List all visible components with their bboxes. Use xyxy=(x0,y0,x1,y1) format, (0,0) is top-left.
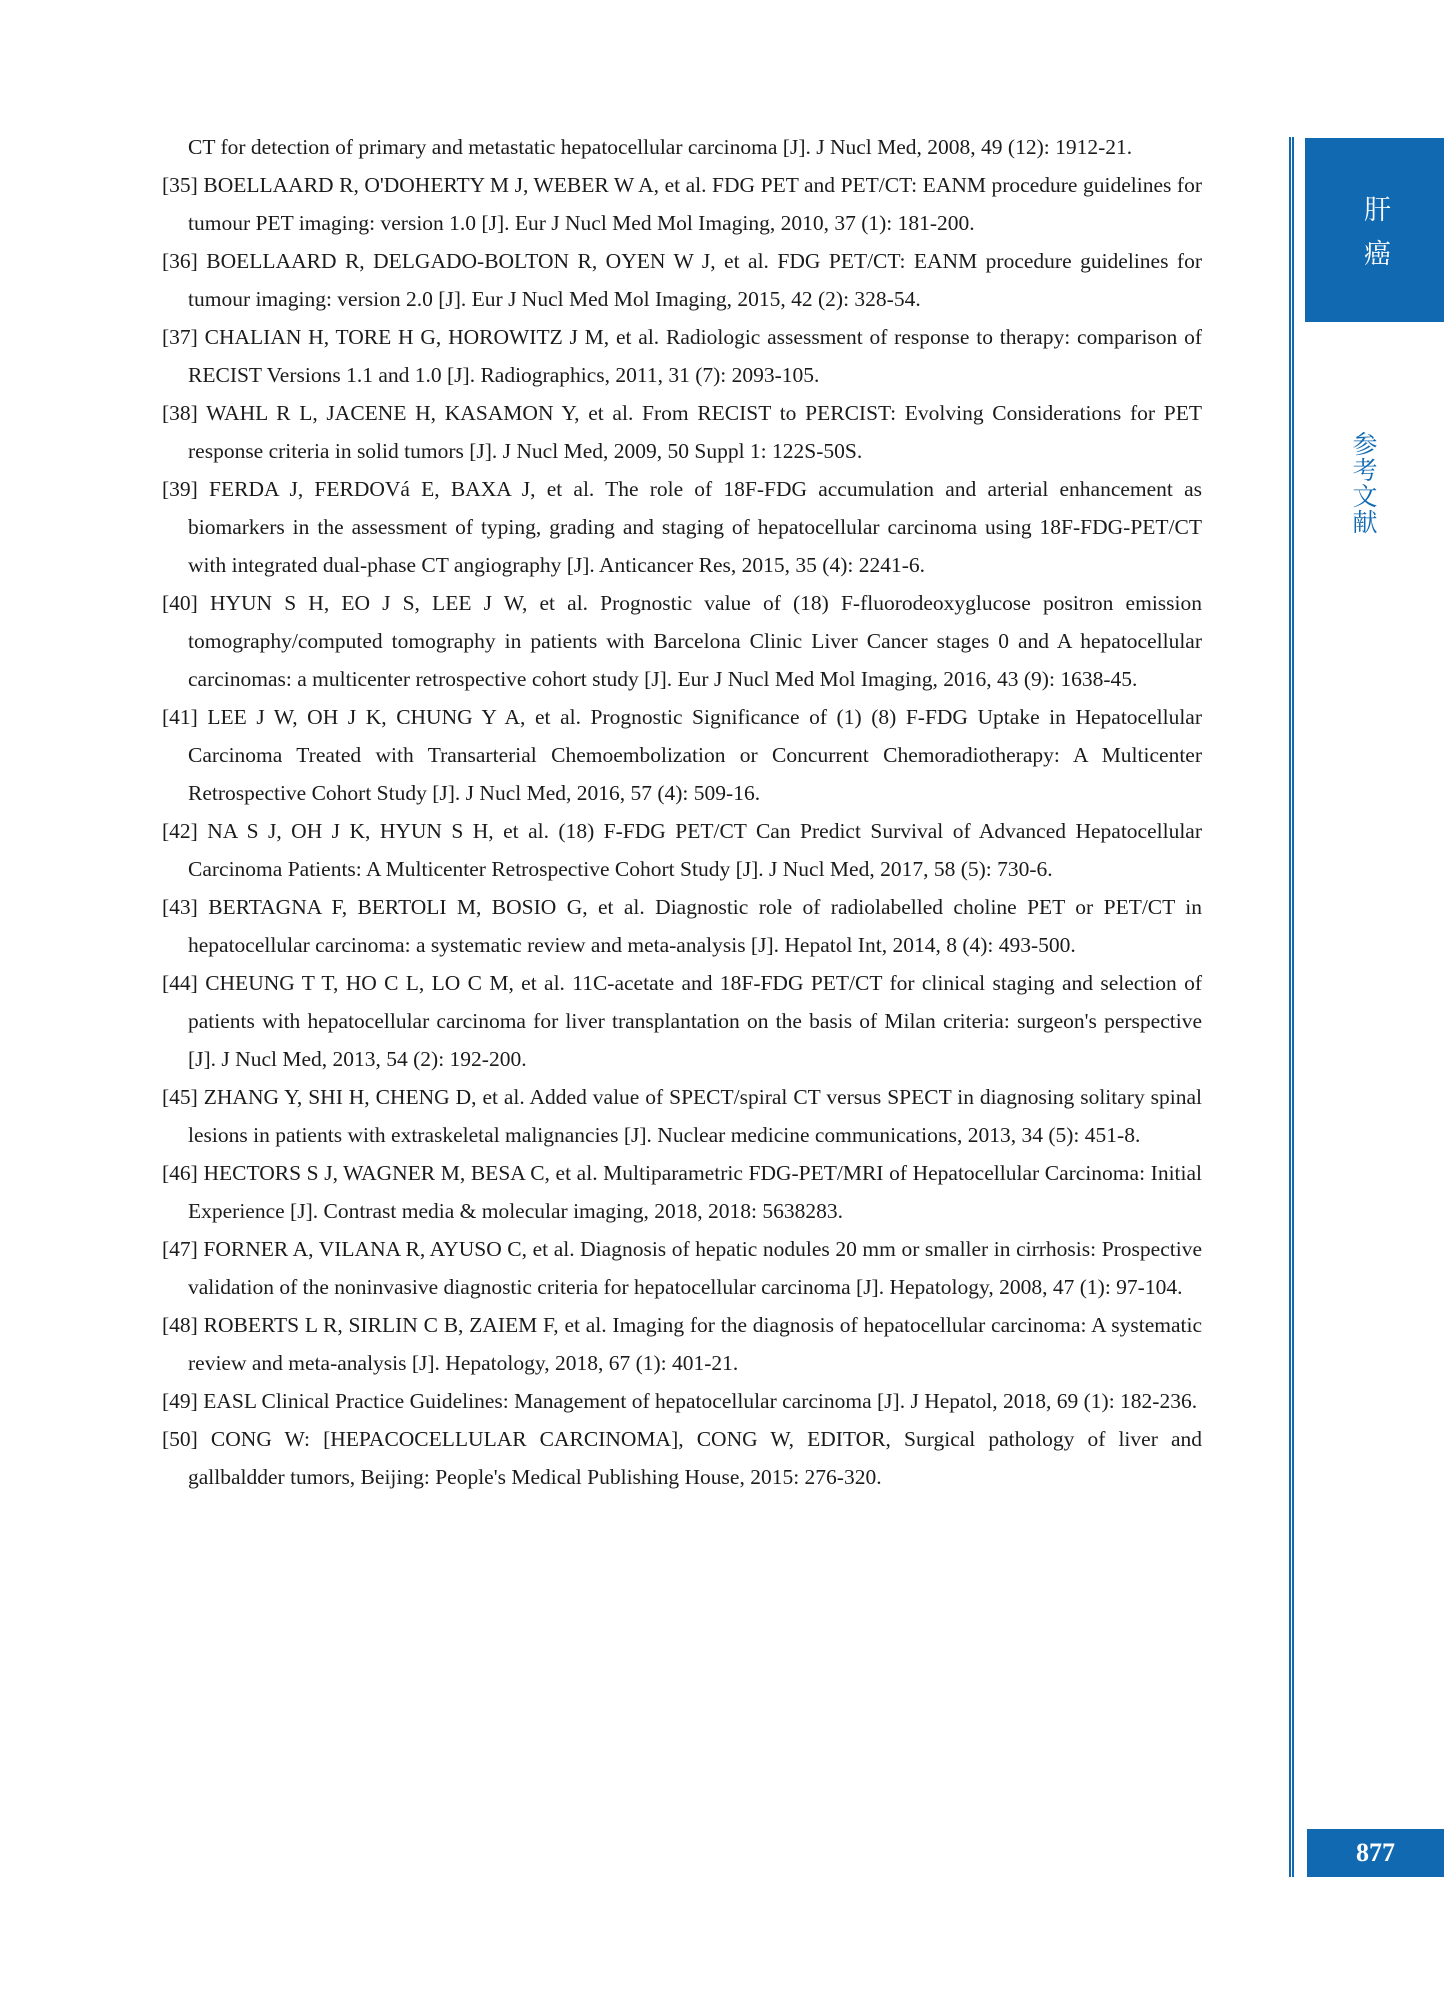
reference-item xyxy=(162,166,1202,242)
reference-item xyxy=(162,242,1202,318)
page-number-box xyxy=(1307,1829,1444,1877)
reference-text: CHEUNG T T, HO C L, LO C M, et al. 11C-acetate and 18F-FDG PET/CT for clinical staging and selection of patients with hepatocellular carcinoma for liver transplantation on the basis of Milan criteria: surgeon's perspective [J]. J Nucl Med, 2013, 54 (2): 192-200. xyxy=(188,971,1203,1071)
reference-text: FORNER A, VILANA R, AYUSO C, et al. Diagnosis of hepatic nodules 20 mm or smaller in cirrhosis: Prospective validation of the noninvasive diagnostic criteria for hepatocellular carcinoma [J]. Hepatology, 2008, 47 (1): 97-104. xyxy=(188,1237,1203,1299)
reference-item xyxy=(162,394,1202,470)
reference-text: EASL Clinical Practice Guidelines: Management of hepatocellular carcinoma [J]. J Hepatol, 2018, 69 (1): 182-236. xyxy=(203,1389,1198,1413)
reference-text: ROBERTS L R, SIRLIN C B, ZAIEM F, et al. Imaging for the diagnosis of hepatocellular carcinoma: A systematic review and meta-analysis [J]. Hepatology, 2018, 67 (1): 401-21. xyxy=(188,1313,1203,1375)
reference-number: [40] xyxy=(162,591,198,615)
reference-item xyxy=(162,1230,1202,1306)
reference-number: [47] xyxy=(162,1237,198,1261)
reference-item xyxy=(162,964,1202,1078)
reference-number: [49] xyxy=(162,1389,198,1413)
reference-number: [42] xyxy=(162,819,198,843)
reference-item xyxy=(162,470,1202,584)
reference-text: NA S J, OH J K, HYUN S H, et al. (18) F-FDG PET/CT Can Predict Survival of Advanced Hepatocellular Carcinoma Patients: A Multicenter Retrospective Cohort Study [J]. J Nucl Med, 2017, 58 (5): 730-6. xyxy=(188,819,1202,881)
reference-item xyxy=(162,318,1202,394)
reference-text: LEE J W, OH J K, CHUNG Y A, et al. Prognostic Significance of (1) (8) F-FDG Uptake in Hepatocellular Carcinoma Treated with Transarterial Chemoembolization or Concurrent Chemoradiotherapy: A Multicenter Retrospective Cohort Study [J]. J Nucl Med, 2016, 57 (4): 509-16. xyxy=(188,705,1203,805)
reference-number: [38] xyxy=(162,401,198,425)
reference-continuation-text: CT for detection of primary and metastatic hepatocellular carcinoma [J]. J Nucl Med, 2008, 49 (12): 1912-21. xyxy=(188,135,1133,159)
reference-number: [45] xyxy=(162,1085,198,1109)
reference-text: BERTAGNA F, BERTOLI M, BOSIO G, et al. Diagnostic role of radiolabelled choline PET or PET/CT in hepatocellular carcinoma: a systematic review and meta-analysis [J]. Hepatol Int, 2014, 8 (4): 493-500. xyxy=(188,895,1202,957)
reference-number: [41] xyxy=(162,705,198,729)
reference-number: [44] xyxy=(162,971,198,995)
reference-number: [48] xyxy=(162,1313,198,1337)
reference-number: [43] xyxy=(162,895,198,919)
chapter-tab-label: 肝癌 xyxy=(1359,194,1390,283)
reference-text: FERDA J, FERDOVá E, BAXA J, et al. The role of 18F-FDG accumulation and arterial enhancement as biomarkers in the assessment of typing, grading and staging of hepatocellular carcinoma using 18F-FDG-PET/CT with integrated dual-phase CT angiography [J]. Anticancer Res, 2015, 35 (4): 2241-6. xyxy=(188,477,1203,577)
reference-text: BOELLAARD R, DELGADO-BOLTON R, OYEN W J, et al. FDG PET/CT: EANM procedure guidelines for tumour imaging: version 2.0 [J]. Eur J Nucl Med Mol Imaging, 2015, 42 (2): 328-54. xyxy=(188,249,1202,311)
reference-item xyxy=(162,1078,1202,1154)
reference-text: HECTORS S J, WAGNER M, BESA C, et al. Multiparametric FDG-PET/MRI of Hepatocellular Carcinoma: Initial Experience [J]. Contrast media & molecular imaging, 2018, 2018: 5638283. xyxy=(188,1161,1203,1223)
reference-text: HYUN S H, EO J S, LEE J W, et al. Prognostic value of (18) F-fluorodeoxyglucose positron emission tomography/computed tomography in patients with Barcelona Clinic Liver Cancer stages 0 and A hepatocellular carcinomas: a multicenter retrospective cohort study [J]. Eur J Nucl Med Mol Imaging, 2016, 43 (9): 1638-45. xyxy=(188,591,1203,691)
reference-number: [35] xyxy=(162,173,198,197)
reference-list xyxy=(162,166,1202,1496)
references-column xyxy=(162,128,1202,1496)
reference-number: [39] xyxy=(162,477,198,501)
reference-number: [37] xyxy=(162,325,198,349)
reference-text: CONG W: [HEPACOCELLULAR CARCINOMA], CONG W, EDITOR, Surgical pathology of liver and gallbaldder tumors, Beijing: People's Medical Publishing House, 2015: 276-320. xyxy=(188,1427,1202,1489)
reference-item xyxy=(162,812,1202,888)
reference-item xyxy=(162,1420,1202,1496)
reference-item xyxy=(162,1306,1202,1382)
chapter-tab xyxy=(1305,138,1444,322)
reference-text: ZHANG Y, SHI H, CHENG D, et al. Added value of SPECT/spiral CT versus SPECT in diagnosing solitary spinal lesions in patients with extraskeletal malignancies [J]. Nuclear medicine communications, 2013, 34 (5): 451-8. xyxy=(188,1085,1203,1147)
reference-item xyxy=(162,1382,1202,1420)
page-number: 877 xyxy=(1356,1838,1395,1867)
reference-item xyxy=(162,888,1202,964)
sidebar-rule-line xyxy=(1289,137,1294,1877)
reference-text: CHALIAN H, TORE H G, HOROWITZ J M, et al. Radiologic assessment of response to therapy: comparison of RECIST Versions 1.1 and 1.0 [J]. Radiographics, 2011, 31 (7): 2093-105. xyxy=(188,325,1203,387)
reference-item xyxy=(162,1154,1202,1230)
reference-item xyxy=(162,584,1202,698)
reference-item xyxy=(162,698,1202,812)
reference-text: WAHL R L, JACENE H, KASAMON Y, et al. From RECIST to PERCIST: Evolving Considerations for PET response criteria in solid tumors [J]. J Nucl Med, 2009, 50 Suppl 1: 122S-50S. xyxy=(188,401,1202,463)
reference-text: BOELLAARD R, O'DOHERTY M J, WEBER W A, et al. FDG PET and PET/CT: EANM procedure guidelines for tumour PET imaging: version 1.0 [J]. Eur J Nucl Med Mol Imaging, 2010, 37 (1): 181-200. xyxy=(188,173,1202,235)
reference-number: [36] xyxy=(162,249,198,273)
section-label: 参考文献 xyxy=(1349,431,1378,535)
reference-number: [50] xyxy=(162,1427,198,1451)
reference-number: [46] xyxy=(162,1161,198,1185)
